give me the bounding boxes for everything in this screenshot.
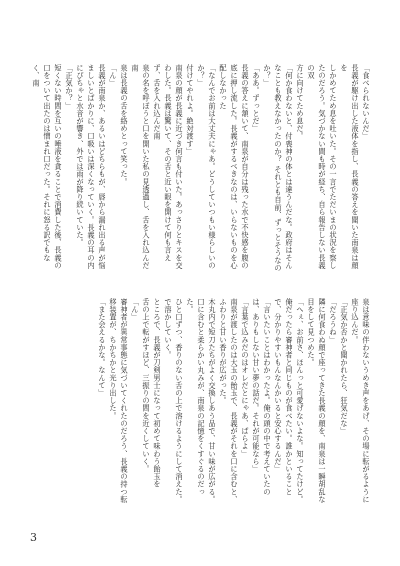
text-line: 長義が南泉か、あるいはどちらもが、唇から漏れ出る声が悩ましいとばかりに、口吸いは深くなっていく。長義の耳の内にぴちゃと水音が響き、外では雨が降り続いていた。 (76, 64, 107, 270)
text-line: 泉は意味の伴わないうめき声をあげ、その場に転がるように座り込んだ。 (351, 298, 371, 504)
text-column-lower (97, 298, 372, 510)
text-line: 隣に何食わぬ顔で座ってきた長義の顔を、南泉は一瞬胡乱な目をして見つめた。 (307, 298, 327, 504)
text-line: 「ん」 (131, 298, 140, 321)
text-line: 「食べられないんだ」 (362, 64, 371, 140)
text-line: しかめてため息を吐いた。その一言でただいまの状況を察したのだろう。気づかない間も時が経ち、自ら報告しない長義の双 (307, 64, 338, 270)
text-line: 南泉が渡したのは大玉の飴玉で、長義がそれを口に含むと、ふわりと甘い香りが広がった。 (219, 298, 239, 504)
page-number: 3 (30, 531, 37, 544)
text-line: 「何か食わないと、付喪神の体とは違うんだな。政府はそんなことも教えなかったのか？ それとも自前、ずっとそうなのか？」 (263, 64, 294, 272)
vertical-text-block (28, 64, 372, 510)
text-line: ひと口ずつ、香りのない舌の上で溶けるようにして消えた。 (175, 298, 184, 504)
text-line: 付けてやれよ。絶対渡す」 (186, 64, 195, 156)
text-line: 木丸内で短刀たちがよく交換しあう品で、甘い味が広がる。口に含むと柔らかい丸みが、南泉の記憶をくすぐるのだった。 (186, 298, 217, 504)
text-line: ところで、長義が刀剣男士になって初めて味わう飴玉を (153, 298, 162, 488)
text-line: 長義が駆け出した液体を指し、長義の答えを聞いた南泉は顔を (340, 64, 360, 270)
text-line: 長義の答えに頷いて、南泉が自分は残った水で不快感を腹の底に押し流した。長義がするべきなのは、いらないものを心配しなかった (219, 64, 250, 270)
text-column-upper (31, 64, 372, 276)
text-line: 南泉の顔が長義に近づき何言も付いた。あっさりとキスを交わした。長義は驚いて、その舌と近い眼を開けて何も言えず、舌を入れ込んだ南 (153, 64, 184, 270)
text-line: 「ああ。ずっとだ」 (252, 64, 261, 133)
text-line: 泉の名を呼ぼうと口を開いた私の見透過し、舌を入れ込んだ南 (131, 64, 151, 270)
text-line: 「言葉で込みだのはオレだとにゃあ、ぱらよ」 (241, 298, 250, 458)
text-line: 「正気か？」 (65, 64, 74, 110)
text-line: 「だろうね」 (329, 298, 338, 344)
text-line: 泉は長義の舌を絡めとって笑った。 (120, 64, 129, 186)
text-line: 「ん」 (109, 64, 118, 87)
text-line: 「また会えるかな。なんて」 (98, 298, 107, 397)
text-line: 審神者が異常事態に気づいてくれたのだろう、長義の持つ転移装置が、ちかちかと光り出した。 (109, 298, 129, 504)
text-line: 舌の上で転がすほど、三振りの間を近くしていく。 (142, 298, 151, 473)
text-line: 「正気か否かと聞かれたら、狂気だな」 (340, 298, 349, 435)
text-line: で溶かしていく。 (164, 298, 173, 359)
text-line: 方に向けてため息だ。 (296, 64, 305, 140)
text-line: 「言いたいことはわかったよ。俺の頭の中で考えていたのは、ありもしない甘い夢の話だ。それが可能なら」 (252, 298, 272, 496)
text-line: 短くない時間を互いの唾液を貪ることで消費した後、長義の口をついて出たのは憎まれ口だった。それに怒る訳でもなく、南 (32, 64, 63, 270)
text-line: 「なんでお前は大丈夫にゃあ。どうしていつもい様らしいのか？」 (197, 64, 217, 270)
text-line: 「へぇ、お前さ、ほんっと可愛げないよな。知ってたけど。俺だったら審神者と同じものが食べたい。誰かといることで、分かりやすいもんなんかいると安心するんだ」 (274, 298, 305, 504)
